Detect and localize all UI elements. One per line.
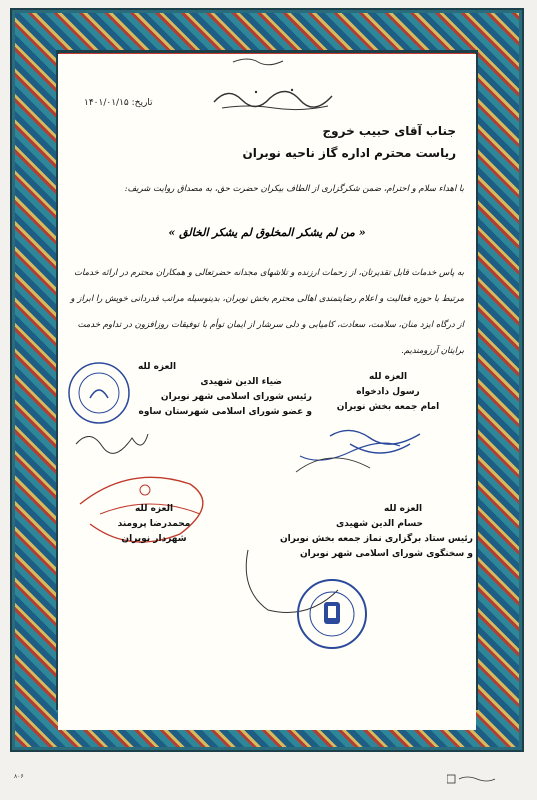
friday-prayer-stamp-icon xyxy=(294,576,370,652)
certificate-page xyxy=(58,54,476,730)
signatory-role: رئیس شورای اسلامی شهر نوبران xyxy=(160,392,312,402)
top-mark-icon xyxy=(228,56,288,66)
signatory-role: رئیس ستاد برگزاری نماز جمعه بخش نوبران xyxy=(280,534,473,544)
signatory-role: شهردار نوبران xyxy=(121,534,187,544)
signatory-imam xyxy=(313,370,463,415)
signatory-role: امام جمعه بخش نوبران xyxy=(336,402,440,412)
signatory-title: العزه لله xyxy=(383,504,423,514)
signature-scribble-icon xyxy=(72,424,152,458)
footer-logo-icon xyxy=(447,774,497,784)
signatory-name: ضیاء الدین شهیدی xyxy=(200,377,282,387)
body-text: به پاس خدمات قابل تقدیرتان، از زحمات ارزنده و تلاشهای مجدانه حضرتعالی و همکاران محترم در ارائه خدمات مرتبط با حوزه فعالیت و اعلام رضایتمندی اهالی محترم بخش نوبران، بدینوسیله مراتب قدردانی خویش را ابراز و از درگاه ایزد منان، سلامت، سعادت، کامیابی و دلی سرشار از ایمان توأم با توفیقات روزافزون در تداوم خدمت برایتان آرزومندیم. xyxy=(70,268,464,356)
recipient-title: ریاست محترم اداره گاز ناحیه نوبران xyxy=(242,146,456,160)
intro-text: با اهداء سلام و احترام، ضمن شکرگزاری از الطاف بیکران حضرت حق، به مصداق روایت شریف: xyxy=(124,184,464,194)
signatory-title: العزه لله xyxy=(137,362,177,372)
signatory-name: حسام الدین شهیدی xyxy=(336,519,423,529)
signatory-name: رسول دادخواه xyxy=(356,387,420,397)
page-number: ۸۰۶ xyxy=(14,773,24,780)
calligraphy-header-icon xyxy=(208,80,338,114)
signatory-name: محمدرضا پرومند xyxy=(117,519,191,529)
signatory-role: و عضو شورای اسلامی شهرستان ساوه xyxy=(138,407,312,417)
recipient-name: جناب آقای حبیب خروج xyxy=(322,124,456,138)
quote-text: « من لم یشکر المخلوق لم یشکر الخالق » xyxy=(168,226,366,239)
signatory-title: العزه لله xyxy=(368,372,408,382)
signatory-title: العزه لله xyxy=(134,504,174,514)
signatory-mayor xyxy=(94,502,214,547)
signatory-role: و سخنگوی شورای اسلامی شهر نوبران xyxy=(299,549,473,559)
imam-signature-icon xyxy=(290,416,440,482)
council-stamp-icon xyxy=(66,360,132,426)
letter-date: تاریخ: ۱۴۰۱/۰۱/۱۵ xyxy=(84,98,153,108)
